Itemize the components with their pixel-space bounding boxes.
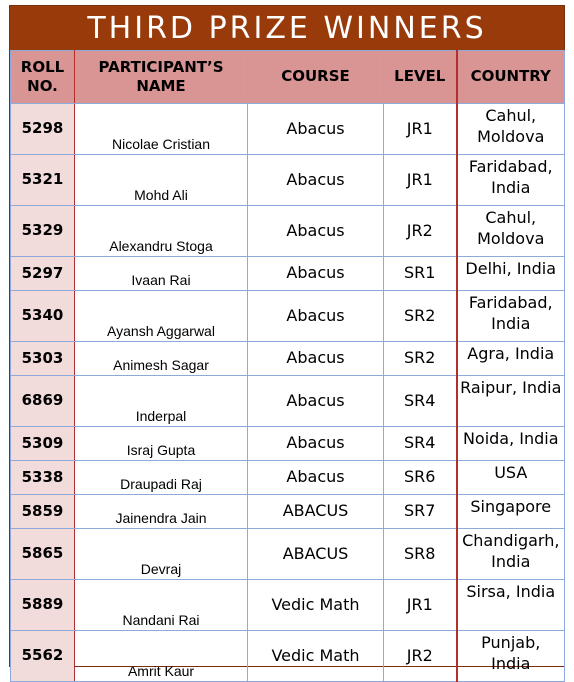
table-row bbox=[11, 155, 565, 206]
cell-name: Draupadi Raj bbox=[75, 461, 248, 495]
table-row bbox=[11, 461, 565, 495]
cell-country: Faridabad, India bbox=[457, 291, 565, 342]
cell-level: JR1 bbox=[384, 155, 457, 206]
cell-course: Abacus bbox=[248, 342, 384, 376]
cell-country: Punjab, India bbox=[457, 631, 565, 682]
table-row bbox=[11, 631, 565, 682]
cell-level: JR2 bbox=[384, 631, 457, 682]
cell-roll: 6869 bbox=[11, 376, 75, 427]
cell-course: Abacus bbox=[248, 257, 384, 291]
cell-country: Agra, India bbox=[457, 342, 565, 376]
header-roll: ROLL NO. bbox=[11, 51, 75, 104]
cell-roll: 5865 bbox=[11, 529, 75, 580]
cell-name: Amrit Kaur bbox=[75, 631, 248, 682]
cell-level: SR7 bbox=[384, 495, 457, 529]
cell-country: Delhi, India bbox=[457, 257, 565, 291]
cell-course: Abacus bbox=[248, 427, 384, 461]
cell-roll: 5303 bbox=[11, 342, 75, 376]
cell-roll: 5340 bbox=[11, 291, 75, 342]
table-row bbox=[11, 376, 565, 427]
table-row bbox=[11, 495, 565, 529]
header-name: PARTICIPANT’S NAME bbox=[75, 51, 248, 104]
cell-course: Abacus bbox=[248, 461, 384, 495]
header-level: LEVEL bbox=[384, 51, 457, 104]
cell-course: Abacus bbox=[248, 206, 384, 257]
cell-level: SR6 bbox=[384, 461, 457, 495]
cell-level: SR2 bbox=[384, 291, 457, 342]
cell-level: SR4 bbox=[384, 427, 457, 461]
cell-course: Abacus bbox=[248, 104, 384, 155]
cell-level: JR1 bbox=[384, 104, 457, 155]
cell-roll: 5321 bbox=[11, 155, 75, 206]
cell-course: Abacus bbox=[248, 376, 384, 427]
table-title: THIRD PRIZE WINNERS bbox=[10, 6, 564, 50]
cell-name: Ayansh Aggarwal bbox=[75, 291, 248, 342]
table-row bbox=[11, 291, 565, 342]
cell-country: Noida, India bbox=[457, 427, 565, 461]
cell-name: Jainendra Jain bbox=[75, 495, 248, 529]
cell-course: Vedic Math bbox=[248, 631, 384, 682]
table-row bbox=[11, 206, 565, 257]
cell-roll: 5562 bbox=[11, 631, 75, 682]
cell-country: Cahul, Moldova bbox=[457, 104, 565, 155]
cell-country: Chandigarh, India bbox=[457, 529, 565, 580]
cell-country: Faridabad, India bbox=[457, 155, 565, 206]
winners-table-frame bbox=[9, 5, 565, 679]
cell-level: JR1 bbox=[384, 580, 457, 631]
cell-course: ABACUS bbox=[248, 495, 384, 529]
cell-roll: 5298 bbox=[11, 104, 75, 155]
table-row bbox=[11, 257, 565, 291]
cell-name: Mohd Ali bbox=[75, 155, 248, 206]
winners-table bbox=[10, 50, 565, 682]
cell-level: SR4 bbox=[384, 376, 457, 427]
header-country: COUNTRY bbox=[457, 51, 565, 104]
cell-name: Animesh Sagar bbox=[75, 342, 248, 376]
cell-course: ABACUS bbox=[248, 529, 384, 580]
cell-roll: 5329 bbox=[11, 206, 75, 257]
cell-level: SR1 bbox=[384, 257, 457, 291]
cell-name: Alexandru Stoga bbox=[75, 206, 248, 257]
cell-name: Israj Gupta bbox=[75, 427, 248, 461]
cell-name: Nandani Rai bbox=[75, 580, 248, 631]
cell-roll: 5297 bbox=[11, 257, 75, 291]
cell-roll: 5889 bbox=[11, 580, 75, 631]
cell-country: Cahul, Moldova bbox=[457, 206, 565, 257]
cell-country: Raipur, India bbox=[457, 376, 565, 427]
cell-name: Nicolae Cristian bbox=[75, 104, 248, 155]
cell-roll: 5859 bbox=[11, 495, 75, 529]
table-row bbox=[11, 529, 565, 580]
table-row bbox=[11, 580, 565, 631]
cell-country: USA bbox=[457, 461, 565, 495]
cell-country: Sirsa, India bbox=[457, 580, 565, 631]
header-row bbox=[11, 51, 565, 104]
cell-name: Inderpal bbox=[75, 376, 248, 427]
cell-country: Singapore bbox=[457, 495, 565, 529]
table-row bbox=[11, 104, 565, 155]
cell-name: Devraj bbox=[75, 529, 248, 580]
table-row bbox=[11, 427, 565, 461]
cell-roll: 5309 bbox=[11, 427, 75, 461]
table-row bbox=[11, 342, 565, 376]
cell-level: SR2 bbox=[384, 342, 457, 376]
cell-level: JR2 bbox=[384, 206, 457, 257]
cell-level: SR8 bbox=[384, 529, 457, 580]
cell-name: Ivaan Rai bbox=[75, 257, 248, 291]
cell-course: Abacus bbox=[248, 155, 384, 206]
header-course: COURSE bbox=[248, 51, 384, 104]
cell-course: Abacus bbox=[248, 291, 384, 342]
cell-course: Vedic Math bbox=[248, 580, 384, 631]
cell-roll: 5338 bbox=[11, 461, 75, 495]
